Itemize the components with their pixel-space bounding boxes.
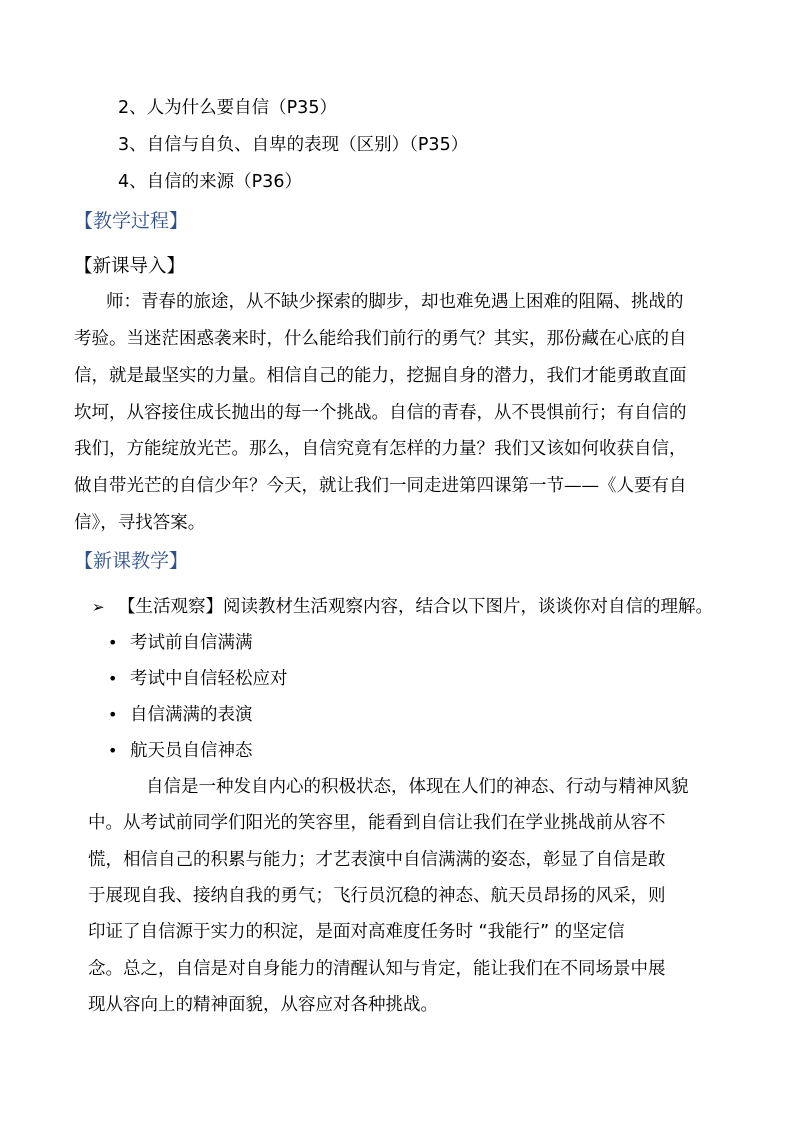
bullet-dot-icon: • [108, 669, 118, 688]
intro-paragraph-line-3: 信，就是最坚实的力量。相信自己的能力，挖掘自身的潜力，我们才能勇敢直面 [74, 366, 687, 386]
answer-paragraph-line-1: 自信是一种发自内心的积极状态，体现在人们的神态、行动与精神风貌 [146, 777, 689, 797]
intro-paragraph-line-2: 考验。当迷茫困惑袭来时，什么能给我们前行的勇气？其实，那份藏在心底的自 [74, 329, 687, 349]
intro-paragraph-line-6: 做自带光芒的自信少年？今天，就让我们一同走进第四课第一节——《人要有自 [74, 476, 687, 496]
intro-paragraph-line-7: 信》，寻找答案。 [74, 513, 206, 533]
bullet-item-4: 航天员自信神态 [130, 741, 253, 761]
arrow-bullet-icon: ➢ [92, 598, 105, 616]
outline-item-2: 2、人为什么要自信（P35） [118, 98, 337, 118]
activity-instruction: 【生活观察】阅读教材生活观察内容，结合以下图片，谈谈你对自信的理解。 [118, 597, 713, 617]
section-heading-intro: 【新课导入】 [74, 256, 186, 277]
bullet-dot-icon: • [108, 741, 118, 760]
answer-paragraph-line-6: 念。总之，自信是对自身能力的清醒认知与肯定，能让我们在不同场景中展 [88, 959, 666, 979]
outline-item-4: 4、自信的来源（P36） [118, 172, 302, 192]
outline-item-3: 3、自信与自负、自卑的表现（区别）（P35） [118, 135, 469, 155]
bullet-dot-icon: • [108, 705, 118, 724]
bullet-item-2: 考试中自信轻松应对 [130, 669, 288, 689]
intro-paragraph-line-1: 师：青春的旅途，从不缺少探索的脚步，却也难免遇上困难的阻隔、挑战的 [106, 292, 684, 312]
answer-paragraph-line-4: 于展现自我、接纳自我的勇气；飞行员沉稳的神态、航天员昂扬的风采，则 [88, 886, 666, 906]
bullet-dot-icon: • [108, 633, 118, 652]
answer-paragraph-line-7: 现从容向上的精神面貌，从容应对各种挑战。 [88, 995, 438, 1015]
answer-paragraph-line-5: 印证了自信源于实力的积淀，是面对高难度任务时 “我能行” 的坚定信 [88, 922, 625, 942]
section-heading-teaching: 【新课教学】 [74, 550, 189, 572]
answer-paragraph-line-3: 慌，相信自己的积累与能力；才艺表演中自信满满的姿态，彰显了自信是敢 [88, 850, 666, 870]
bullet-item-3: 自信满满的表演 [130, 705, 253, 725]
intro-paragraph-line-5: 我们，方能绽放光芒。那么，自信究竟有怎样的力量？我们又该如何收获自信， [74, 439, 687, 459]
bullet-item-1: 考试前自信满满 [130, 633, 253, 653]
section-heading-process: 【教学过程】 [74, 210, 189, 232]
answer-paragraph-line-2: 中。从考试前同学们阳光的笑容里，能看到自信让我们在学业挑战前从容不 [88, 813, 666, 833]
intro-paragraph-line-4: 坎坷，从容接住成长抛出的每一个挑战。自信的青春，从不畏惧前行；有自信的 [74, 403, 687, 423]
